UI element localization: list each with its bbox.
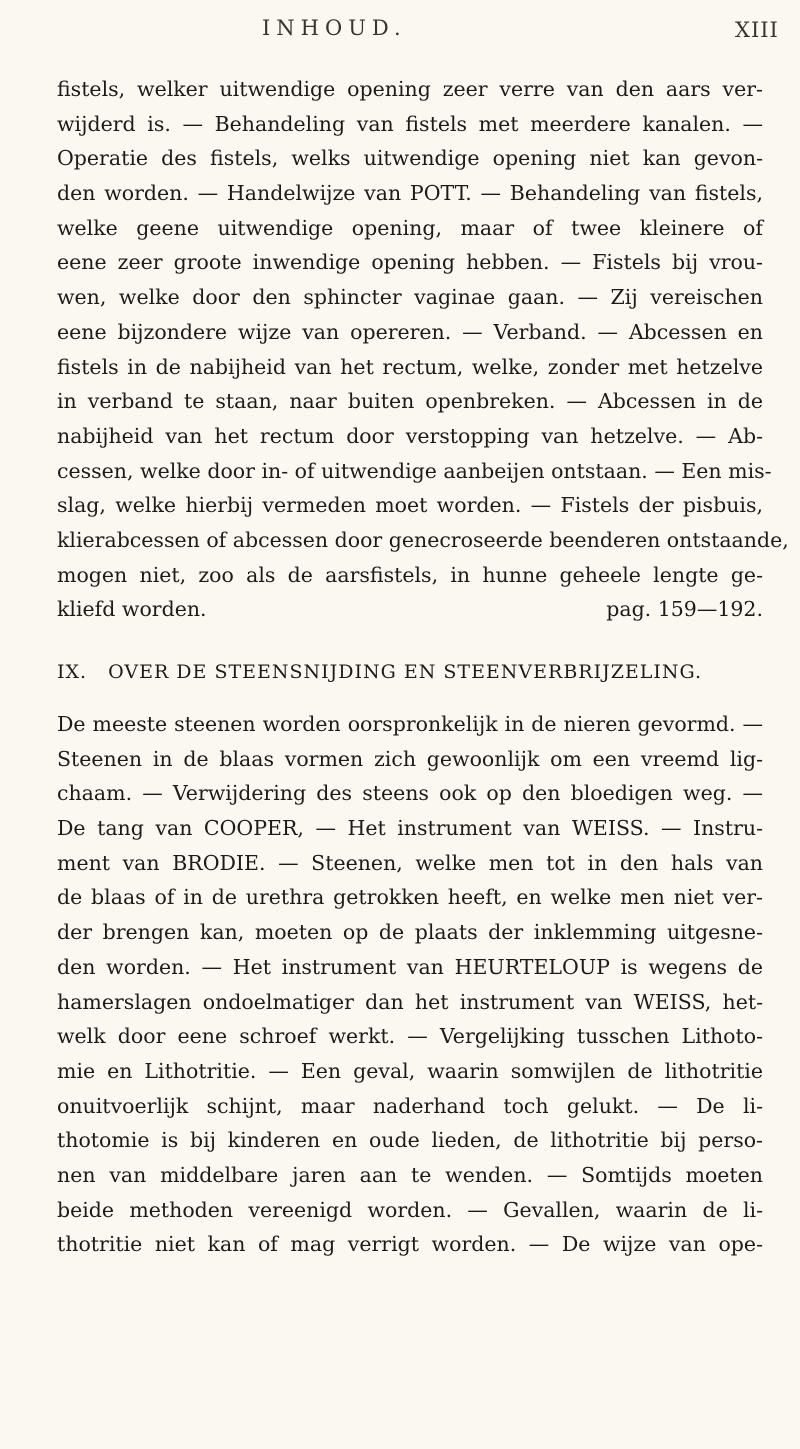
text-line: onuitvoerlijk schijnt, maar naderhand toch gelukt. — De li- (57, 1093, 763, 1118)
text-line: De meeste steenen worden oorspronkelijk in de nieren gevormd. — (57, 712, 763, 736)
text-line: thotomie is bij kinderen en oude lieden, de lithotritie bij perso- (57, 1128, 763, 1153)
text-line: eene zeer groote inwendige opening hebben. — Fistels bij vrou- (57, 250, 763, 275)
running-head (0, 8, 800, 48)
text-line: slag, welke hierbij vermeden moet worden. — Fistels der pisbuis, (57, 493, 763, 518)
text-line: mie en Lithotritie. — Een geval, waarin somwijlen de lithotritie (57, 1058, 763, 1083)
text-line: der brengen kan, moeten op de plaats der inklemming uitgesne- (57, 920, 763, 945)
text-line: in verband te staan, naar buiten openbreken. — Abcessen in de (57, 389, 763, 414)
paragraph-2 (57, 707, 763, 1262)
paragraph-1 (57, 72, 789, 592)
text-line: hamerslagen ondoelmatiger dan het instrument van WEISS, het- (57, 989, 763, 1014)
paragraph-1-last-line (57, 592, 763, 627)
text-line: wen, welke door den sphincter vaginae gaan. — Zij vereischen (57, 285, 763, 310)
text-line: beide methoden vereenigd worden. — Gevallen, waarin de li- (57, 1197, 763, 1222)
text-line: welke geene uitwendige opening, maar of twee kleinere of (57, 215, 763, 240)
text-line: chaam. — Verwijdering des steens ook op den bloedigen weg. — (57, 781, 763, 806)
text-line: fistels, welker uitwendige opening zeer verre van den aars ver- (57, 77, 763, 101)
text-line: klierabcessen of abcessen door genecroseerde beenderen ontstaande, (57, 527, 789, 552)
text-line: cessen, welke door in- of uitwendige aanbeijen ontstaan. — Een mis- (57, 458, 772, 483)
last-line-text: kliefd worden. (57, 597, 207, 622)
text-block (57, 72, 789, 1262)
running-title: INHOUD. (262, 16, 407, 40)
text-line: den worden. — Handelwijze van POTT. — Behandeling van fistels, (57, 181, 763, 206)
section-title: OVER DE STEENSNIJDING EN STEENVERBRIJZELING. (108, 661, 703, 683)
page-reference: pag. 159—192. (606, 597, 763, 622)
text-line: nabijheid van het rectum door verstopping van hetzelve. — Ab- (57, 423, 763, 448)
section-heading (57, 655, 763, 689)
text-line: mogen niet, zoo als de aarsfistels, in hunne geheele lengte ge- (57, 562, 763, 587)
text-line: De tang van COOPER, — Het instrument van WEISS. — Instru- (57, 816, 763, 841)
text-line: ment van BRODIE. — Steenen, welke men tot in den hals van (57, 850, 763, 875)
text-line: thotritie niet kan of mag verrigt worden. — De wijze van ope- (57, 1232, 763, 1257)
text-line: welk door eene schroef werkt. — Vergelijking tusschen Lithoto- (57, 1024, 763, 1049)
section-number: IX. (57, 661, 88, 683)
text-line: wijderd is. — Behandeling van fistels met meerdere kanalen. — (57, 111, 763, 136)
text-line: fistels in de nabijheid van het rectum, welke, zonder met hetzelve (57, 354, 763, 379)
page-number: XIII (735, 18, 779, 42)
text-line: den worden. — Het instrument van HEURTELOUP is wegens de (57, 954, 763, 979)
text-line: Operatie des fistels, welks uitwendige opening niet kan gevon- (57, 146, 763, 171)
text-line: nen van middelbare jaren aan te wenden. — Somtijds moeten (57, 1162, 763, 1187)
text-line: eene bijzondere wijze van opereren. — Verband. — Abcessen en (57, 319, 763, 344)
text-line: de blaas of in de urethra getrokken heeft, en welke men niet ver- (57, 885, 763, 910)
text-line: Steenen in de blaas vormen zich gewoonlijk om een vreemd lig- (57, 746, 763, 771)
